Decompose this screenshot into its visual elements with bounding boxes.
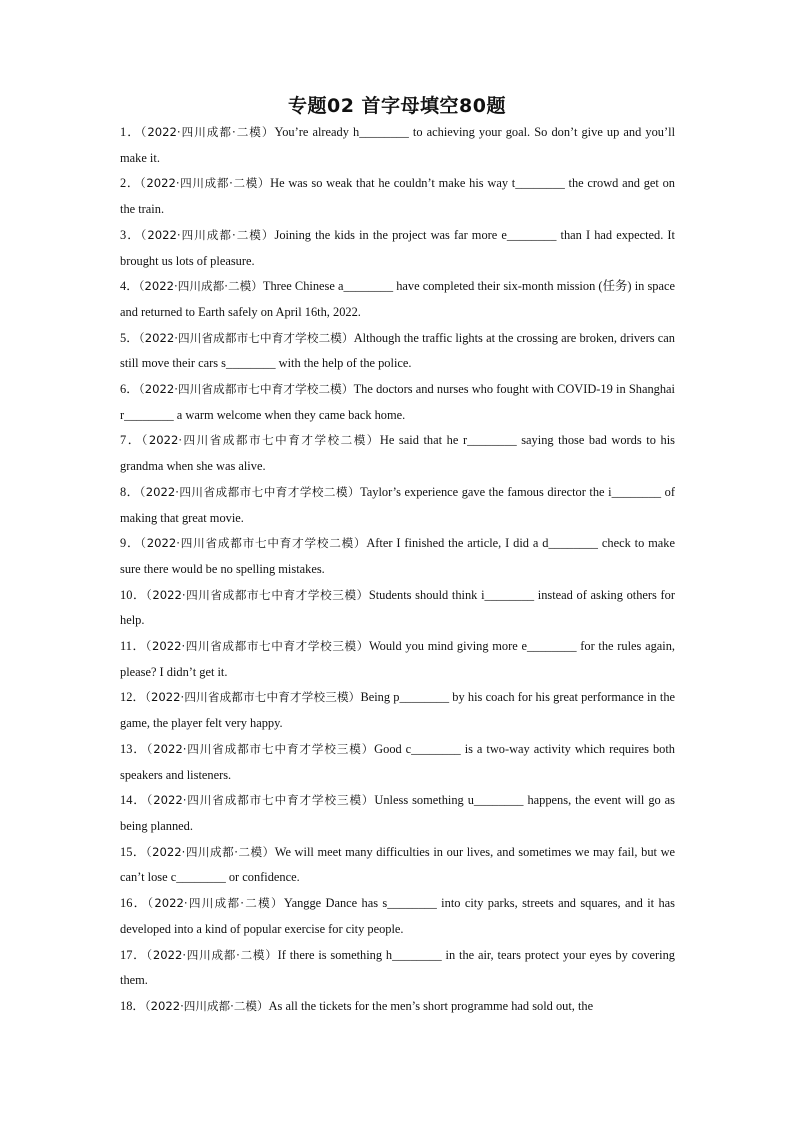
question-text-after: a warm welcome when they came back home. <box>173 407 406 422</box>
question-text-after: is a two-way activity which requires both speakers and listeners. <box>120 741 675 782</box>
question-text-after: or confidence. <box>225 870 300 885</box>
question-text-before: He was so weak that he couldn’t make his way t <box>270 176 516 191</box>
question-number: 18． <box>120 998 145 1013</box>
question-item <box>120 685 675 736</box>
answer-blank: ________ <box>515 176 565 191</box>
question-number: 9． <box>120 536 141 551</box>
answer-blank: ________ <box>399 690 450 705</box>
question-text-after: for the rules again, please? I didn’t get it. <box>120 639 675 679</box>
answer-blank: ________ <box>484 587 535 602</box>
question-source: （2022·四川省成都市七中育才学校二模） <box>138 330 354 345</box>
answer-blank: ________ <box>506 227 557 242</box>
question-item <box>120 788 675 839</box>
question-item <box>120 943 675 994</box>
question-item <box>120 377 675 428</box>
question-text-before: After I finished the article, I did a d <box>366 536 549 551</box>
question-item <box>120 583 675 634</box>
answer-blank: ________ <box>411 741 461 756</box>
question-source: （2022·四川成都·二模） <box>146 947 278 962</box>
question-text-before: Unless something u <box>374 793 474 808</box>
question-text-before: If there is something h <box>277 947 393 962</box>
question-text-after: have completed their six-month mission (任务) in space and returned to Earth safely on April 16th, 2022. <box>120 279 675 319</box>
question-source: （2022·四川成都·二模） <box>138 279 263 294</box>
question-number: 6． <box>120 382 139 397</box>
question-number: 17． <box>120 947 147 962</box>
question-text-before: Good c <box>374 741 412 756</box>
question-source: （2022·四川省成都市七中育才学校二模） <box>140 536 367 551</box>
question-source: （2022·四川成都·二模） <box>147 896 284 911</box>
answer-blank: ________ <box>526 639 577 654</box>
question-source: （2022·四川成都·二模） <box>140 125 275 139</box>
question-text-before: As all the tickets for the men’s short programme had sold out, the <box>268 998 594 1013</box>
question-source: （2022·四川省成都市七中育才学校三模） <box>145 690 361 705</box>
question-text-after: the crowd and get on the train. <box>120 176 676 217</box>
question-item <box>120 737 675 788</box>
question-number: 7． <box>120 433 142 448</box>
question-source: （2022·四川成都·二模） <box>144 998 269 1013</box>
question-source: （2022·四川省成都市七中育才学校三模） <box>146 793 375 808</box>
answer-blank: ________ <box>467 433 517 448</box>
question-text-before: Students should think i <box>368 587 485 602</box>
question-item <box>120 891 675 942</box>
question-item <box>120 840 675 891</box>
question-source: （2022·四川省成都市七中育才学校三模） <box>145 639 369 654</box>
answer-blank: ________ <box>176 870 226 885</box>
question-source: （2022·四川成都·二模） <box>139 176 271 191</box>
question-number: 15． <box>120 844 146 859</box>
question-source: （2022·四川省成都市七中育才学校二模） <box>141 433 380 448</box>
answer-blank: ________ <box>548 536 598 551</box>
question-item <box>120 223 675 274</box>
answer-blank: ________ <box>343 279 394 294</box>
question-text-after: of making that great movie. <box>120 484 675 525</box>
question-text-before: Joining the kids in the project was far more e <box>274 227 507 242</box>
question-text-before: Being p <box>360 690 400 705</box>
page-title: 专题02 首字母填空80题 <box>288 95 506 117</box>
answer-blank: ________ <box>124 407 174 422</box>
question-item <box>120 171 675 222</box>
question-text-after: into city parks, streets and squares, and it has developed into a kind of popular exercise for city people. <box>120 896 676 936</box>
question-number: 2． <box>120 176 140 191</box>
question-source: （2022·四川省成都市七中育才学校二模） <box>139 484 361 499</box>
question-number: 3． <box>120 227 141 242</box>
question-item <box>120 120 675 171</box>
question-text-before: Yangge Dance has s <box>283 896 388 911</box>
question-text-after: with the help of the police. <box>275 356 412 371</box>
question-text-after: check to make sure there would be no spelling mistakes. <box>120 536 675 576</box>
question-text-before: Three Chinese a <box>262 279 344 294</box>
question-number: 12． <box>120 690 146 705</box>
question-text-after: in the air, tears protect your eyes by covering them. <box>120 947 675 988</box>
answer-blank: ________ <box>473 793 524 808</box>
question-text-before: You’re already h <box>274 125 360 139</box>
question-text-after: saying those bad words to his grandma when she was alive. <box>120 433 675 474</box>
question-source: （2022·四川省成都市七中育才学校三模） <box>146 741 375 756</box>
question-text-after: happens, the event will go as being planned. <box>120 793 676 833</box>
question-number: 10． <box>120 587 146 602</box>
question-text-before: We will meet many difficulties in our lives, and sometimes we may fail, but we can’t lose c <box>120 844 676 885</box>
answer-blank: ________ <box>392 947 442 962</box>
answer-blank: ________ <box>359 125 409 139</box>
answer-blank: ________ <box>611 484 662 499</box>
question-source: （2022·四川省成都市七中育才学校三模） <box>145 587 369 602</box>
answer-blank: ________ <box>387 896 437 911</box>
question-item <box>120 428 675 479</box>
question-source: （2022·四川成都·二模） <box>140 227 275 242</box>
question-text-before: Taylor’s experience gave the famous director the i <box>360 484 612 499</box>
answer-blank: ________ <box>226 356 276 371</box>
question-item <box>120 531 675 582</box>
question-text-after: to achieving your goal. So don’t give up and you’ll make it. <box>120 125 676 165</box>
question-text-before: Although the traffic lights at the crossing are broken, drivers can still move their cars s <box>120 330 675 371</box>
question-number: 4． <box>120 279 139 294</box>
question-item <box>120 994 675 1020</box>
question-item <box>120 480 675 531</box>
question-number: 1． <box>120 125 141 139</box>
question-number: 5． <box>120 330 139 345</box>
question-number: 11． <box>120 639 146 654</box>
question-item <box>120 326 675 377</box>
question-text-after: by his coach for his great performance in the game, the player felt very happy. <box>120 690 676 731</box>
question-source: （2022·四川成都·二模） <box>145 844 275 859</box>
question-text-before: The doctors and nurses who fought with COVID-19 in Shanghai r <box>120 382 675 422</box>
question-text-after: instead of asking others for help. <box>120 587 675 628</box>
question-text-before: He said that he r <box>379 433 468 448</box>
question-number: 14． <box>120 793 147 808</box>
question-number: 13． <box>120 741 147 756</box>
question-number: 16． <box>120 896 148 911</box>
question-number: 8． <box>120 484 140 499</box>
question-item <box>120 634 675 685</box>
question-text-before: Would you mind giving more e <box>368 639 527 654</box>
question-list <box>120 120 675 1020</box>
question-item <box>120 274 675 325</box>
question-source: （2022·四川省成都市七中育才学校二模） <box>138 382 354 397</box>
question-text-after: than I had expected. It brought us lots of pleasure. <box>120 227 675 268</box>
